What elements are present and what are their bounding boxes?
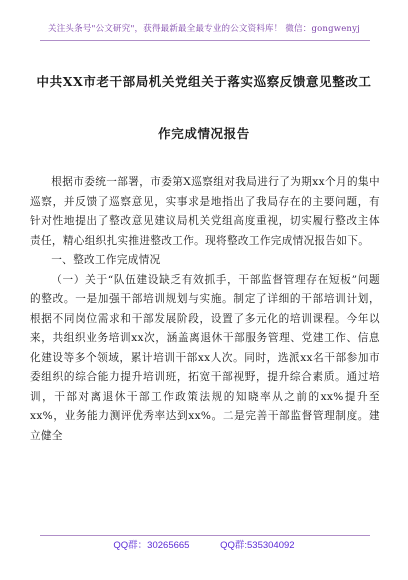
footer: [0, 537, 408, 551]
footer-qq-group-2: QQ群:535304092: [220, 540, 295, 551]
body-paragraph-rectification: （一）关于“队伍建设缺乏有效抓手，干部监督管理存在短板”问题的整改。一是加强干部培训规划与实施。制定了详细的干部培训计划，根据不同岗位需求和干部发展阶段，设置了多元化的培训课程。今年以来，共组织业务培训xx次，涵盖离退休干部服务管理、党建工作、信息化建设等多个领域，累计培训干部xx人次。同时，选派xx名干部参加市委组织的综合能力提升培训班，拓宽干部视野，提升综合素质。通过培训，干部对离退休干部工作政策法规的知晓率从之前的xx%提升至xx%，业务能力测评优秀率达到xx%。二是完善干部监督管理制度。建立健全: [30, 273, 380, 442]
footer-qq-group-1: QQ群：30265665: [113, 540, 190, 551]
body-paragraph-intro: 根据市委统一部署，市委第X巡察组对我局进行了为期xx个月的集中巡察，并反馈了巡察意见，实事求是地指出了我局存在的主要问题，有针对性地提出了整改意见建议局机关党组高度重视，切实履行整改主体责任，精心组织扎实推进整改工作。现将整改工作完成情况报告如下。: [30, 176, 380, 247]
document-title-line-2: 作完成情况报告: [158, 126, 250, 141]
document-title-line-1: 中共XX市老干部局机关党组关于落实巡察反馈意见整改工: [36, 74, 372, 89]
footer-divider: [40, 535, 370, 536]
header-banner: 关注头条号"公文研究"，获得最新最全最专业的公文资料库！ 微信：gongwenyj: [48, 24, 360, 34]
document-body: [30, 173, 380, 446]
section-heading: 一、整改工作完成情况: [51, 254, 161, 266]
header-divider: [40, 40, 370, 41]
